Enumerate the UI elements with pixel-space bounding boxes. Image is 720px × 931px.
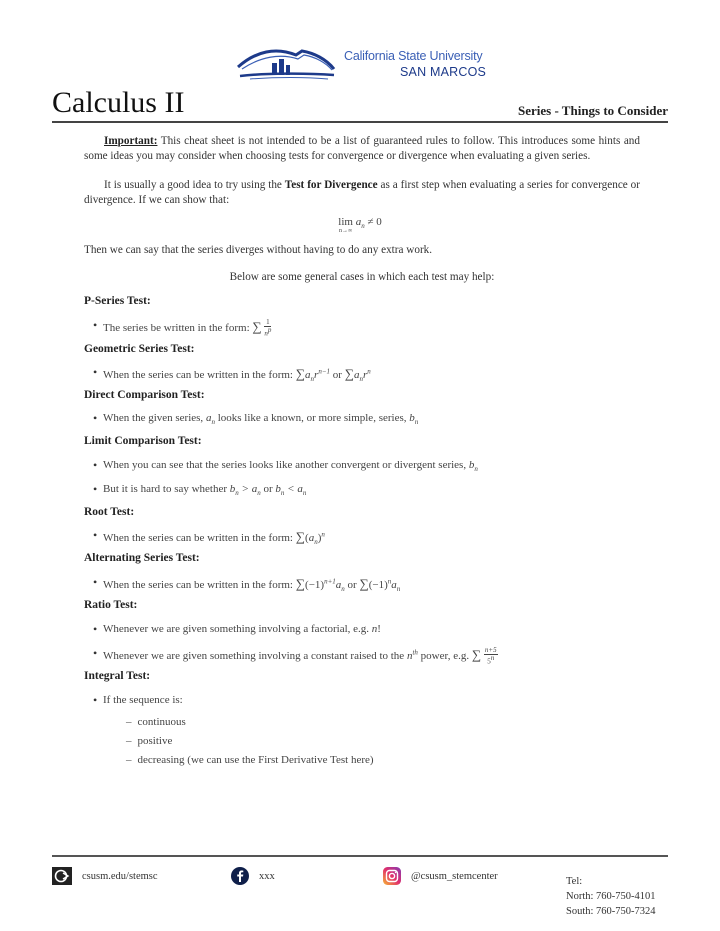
bullet-alternating: • When the series can be written in the form: $\sum(-1)^{n+1}a_n$ or $\sum(-1)^na_n$ — [103, 576, 400, 593]
csusm-logo — [236, 45, 506, 83]
divergence-text-post: as a first step when evaluating a series for convergence or divergence. If we can show that: — [84, 179, 640, 206]
bullet-geometric: • When the series can be written in the form: $\sum a_nr^{n-1}$ or $\sum a_nr^n$ — [103, 366, 371, 383]
divergence-text-pre: It is usually a good idea to try using the — [104, 179, 285, 191]
facebook-handle[interactable]: xxx — [259, 870, 275, 882]
heading-geometric-series-test: Geometric Series Test: — [84, 343, 195, 355]
footer-divider — [52, 855, 668, 857]
heading-limit-comparison-test: Limit Comparison Test: — [84, 435, 202, 447]
below-paragraph: Below are some general cases in which each test may help: — [229, 271, 495, 283]
heading-ratio-test: Ratio Test: — [84, 599, 138, 611]
instagram-handle[interactable]: @csusm_stemcenter — [411, 870, 498, 882]
page-title: Calculus II — [52, 86, 185, 119]
bullet-limit-comparison-1: • When you can see that the series looks like another convergent or divergent series, $b_n$ — [103, 459, 478, 473]
limit-operator: lim n→∞ — [338, 216, 353, 234]
footer-phone-block — [566, 874, 656, 919]
footer-facebook[interactable] — [231, 867, 275, 885]
bullet-limit-comparison-2: • But it is hard to say whether $b_n > a_n$ or $b_n < a_n$ — [103, 483, 306, 497]
heading-alternating-series-test: Alternating Series Test: — [84, 552, 200, 564]
important-label: Important: — [104, 135, 158, 147]
logo-university-name: California State University — [344, 49, 483, 63]
bullet-p-series: • The series be written in the form: ∑ $\frac{1}{n^p}$ — [103, 319, 271, 338]
footer-instagram[interactable] — [383, 867, 498, 885]
subitem-decreasing: – decreasing (we can use the First Derivative Test here) — [126, 754, 374, 766]
tel-label: Tel: — [566, 876, 583, 887]
heading-root-test: Root Test: — [84, 506, 135, 518]
important-paragraph — [84, 134, 640, 163]
subitem-positive: – positive — [126, 735, 172, 747]
phone-south[interactable]: South: 760-750-7324 — [566, 906, 656, 917]
limit-not-equal: ≠ 0 — [364, 216, 382, 228]
subitem-continuous: – continuous — [126, 716, 186, 728]
facebook-icon — [231, 867, 249, 885]
limit-equation: lim n→∞ $a_n \ne 0$ — [338, 216, 382, 234]
website-link[interactable]: csusm.edu/stemsc — [82, 870, 158, 882]
divergence-paragraph — [84, 178, 640, 207]
bullet-ratio-1: • Whenever we are given something involving a factorial, e.g. n! — [103, 623, 381, 635]
heading-direct-comparison-test: Direct Comparison Test: — [84, 389, 205, 401]
then-paragraph: Then we can say that the series diverges without having to do any extra work. — [84, 244, 433, 256]
test-for-divergence-term: Test for Divergence — [284, 179, 378, 191]
bullet-root: • When the series can be written in the form: $\sum(a_n)^n$ — [103, 529, 325, 546]
bullet-direct-comparison: • When the given series, $a_n$ looks like a known, or more simple, series, $b_n$ — [103, 412, 418, 426]
heading-integral-test: Integral Test: — [84, 670, 151, 682]
mountain-logo-icon — [236, 45, 336, 81]
stem-center-logo-icon — [52, 867, 72, 885]
important-text: This cheat sheet is not intended to be a list of guaranteed rules to follow. This introduces some hints and some ideas you may consider when choosing tests for convergence or divergence when evaluating a given series. — [84, 135, 640, 162]
logo-campus-name: SAN MARCOS — [400, 65, 487, 79]
heading-p-series-test: P-Series Test: — [84, 295, 151, 307]
page-subtitle: Series - Things to Consider — [518, 103, 668, 118]
phone-north[interactable]: North: 760-750-4101 — [566, 891, 656, 902]
bullet-integral: • If the sequence is: — [103, 694, 183, 706]
instagram-icon — [383, 867, 401, 885]
header-divider — [52, 121, 668, 123]
bullet-ratio-2: • Whenever we are given something involving a constant raised to the $n^{th}$ power, e.g. ∑ $\frac{n+5}{5^n}$ — [103, 647, 498, 666]
limit-term: a — [355, 216, 362, 228]
footer-website[interactable] — [52, 867, 158, 885]
